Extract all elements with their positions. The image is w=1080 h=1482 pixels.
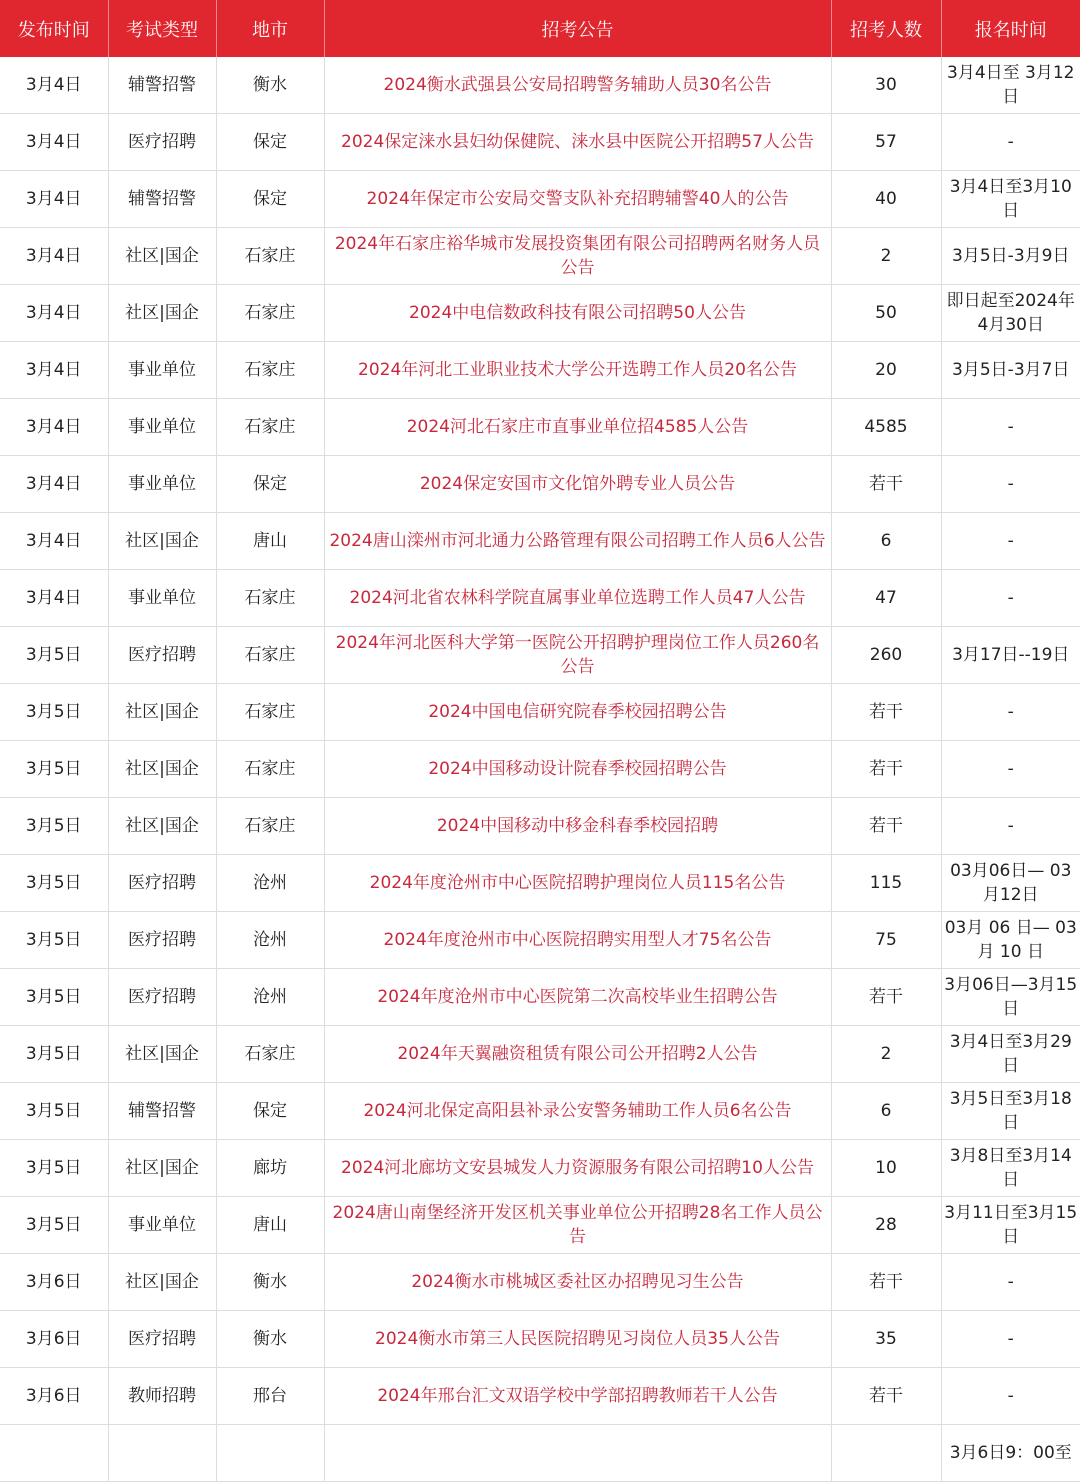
registration-time-cell: 即日起至2024年4月30日 — [941, 285, 1080, 342]
table-row — [0, 1026, 1080, 1083]
headcount-cell: 30 — [831, 57, 941, 114]
headcount-cell — [831, 1425, 941, 1482]
registration-time-cell: - — [941, 798, 1080, 855]
exam-type-cell: 教师招聘 — [108, 1368, 216, 1425]
city-cell: 石家庄 — [216, 342, 324, 399]
table-row — [0, 741, 1080, 798]
headcount-cell: 57 — [831, 114, 941, 171]
publish-date-cell: 3月4日 — [0, 228, 108, 285]
registration-time-cell: - — [941, 1368, 1080, 1425]
publish-date-cell: 3月6日 — [0, 1311, 108, 1368]
announcement-link[interactable]: 2024中国移动设计院春季校园招聘公告 — [324, 741, 831, 798]
exam-type-cell: 事业单位 — [108, 1197, 216, 1254]
city-cell: 石家庄 — [216, 1026, 324, 1083]
registration-time-cell: - — [941, 399, 1080, 456]
announcement-link[interactable]: 2024唐山滦州市河北通力公路管理有限公司招聘工作人员6人公告 — [324, 513, 831, 570]
headcount-cell: 47 — [831, 570, 941, 627]
headcount-cell: 6 — [831, 513, 941, 570]
header-announcement[interactable]: 招考公告 — [324, 0, 831, 57]
city-cell: 衡水 — [216, 1254, 324, 1311]
table-row — [0, 684, 1080, 741]
publish-date-cell: 3月5日 — [0, 684, 108, 741]
publish-date-cell: 3月4日 — [0, 114, 108, 171]
publish-date-cell: 3月4日 — [0, 57, 108, 114]
header-registration-time[interactable]: 报名时间 — [941, 0, 1080, 57]
city-cell: 衡水 — [216, 57, 324, 114]
publish-date-cell: 3月5日 — [0, 855, 108, 912]
publish-date-cell: 3月5日 — [0, 1026, 108, 1083]
table-row — [0, 1197, 1080, 1254]
announcement-link[interactable]: 2024年保定市公安局交警支队补充招聘辅警40人的公告 — [324, 171, 831, 228]
announcement-link[interactable]: 2024河北保定高阳县补录公安警务辅助工作人员6名公告 — [324, 1083, 831, 1140]
table-row — [0, 1311, 1080, 1368]
announcement-link[interactable]: 2024中电信数政科技有限公司招聘50人公告 — [324, 285, 831, 342]
headcount-cell: 若干 — [831, 684, 941, 741]
exam-type-cell: 社区|国企 — [108, 513, 216, 570]
headcount-cell: 10 — [831, 1140, 941, 1197]
registration-time-cell: 3月4日至 3月12日 — [941, 57, 1080, 114]
publish-date-cell: 3月5日 — [0, 798, 108, 855]
registration-time-cell: - — [941, 1254, 1080, 1311]
exam-type-cell: 辅警招警 — [108, 57, 216, 114]
city-cell: 唐山 — [216, 1197, 324, 1254]
publish-date-cell: 3月5日 — [0, 912, 108, 969]
exam-type-cell: 医疗招聘 — [108, 912, 216, 969]
announcement-link[interactable]: 2024衡水市第三人民医院招聘见习岗位人员35人公告 — [324, 1311, 831, 1368]
table-row — [0, 1140, 1080, 1197]
city-cell: 保定 — [216, 1083, 324, 1140]
registration-time-cell: - — [941, 1311, 1080, 1368]
headcount-cell: 若干 — [831, 969, 941, 1026]
registration-time-cell: 03月 06 日— 03月 10 日 — [941, 912, 1080, 969]
announcement-link[interactable]: 2024唐山南堡经济开发区机关事业单位公开招聘28名工作人员公告 — [324, 1197, 831, 1254]
publish-date-cell: 3月4日 — [0, 171, 108, 228]
table-row — [0, 399, 1080, 456]
city-cell: 石家庄 — [216, 285, 324, 342]
city-cell: 廊坊 — [216, 1140, 324, 1197]
exam-type-cell: 辅警招警 — [108, 1083, 216, 1140]
exam-type-cell: 医疗招聘 — [108, 855, 216, 912]
publish-date-cell: 3月4日 — [0, 570, 108, 627]
publish-date-cell: 3月4日 — [0, 513, 108, 570]
exam-type-cell: 事业单位 — [108, 342, 216, 399]
announcement-link[interactable]: 2024衡水武强县公安局招聘警务辅助人员30名公告 — [324, 57, 831, 114]
announcement-link[interactable]: 2024保定安国市文化馆外聘专业人员公告 — [324, 456, 831, 513]
table-body — [0, 57, 1080, 1482]
city-cell: 唐山 — [216, 513, 324, 570]
registration-time-cell: 3月11日至3月15日 — [941, 1197, 1080, 1254]
registration-time-cell: 3月5日至3月18日 — [941, 1083, 1080, 1140]
table-row — [0, 969, 1080, 1026]
exam-type-cell: 医疗招聘 — [108, 1311, 216, 1368]
registration-time-cell: 3月06日—3月15日 — [941, 969, 1080, 1026]
table-row — [0, 1425, 1080, 1482]
headcount-cell: 28 — [831, 1197, 941, 1254]
city-cell: 石家庄 — [216, 399, 324, 456]
city-cell — [216, 1425, 324, 1482]
registration-time-cell: - — [941, 456, 1080, 513]
announcement-link[interactable]: 2024年度沧州市中心医院招聘实用型人才75名公告 — [324, 912, 831, 969]
city-cell: 邢台 — [216, 1368, 324, 1425]
city-cell: 保定 — [216, 171, 324, 228]
table-row — [0, 171, 1080, 228]
announcement-link[interactable]: 2024河北省农林科学院直属事业单位选聘工作人员47人公告 — [324, 570, 831, 627]
table-row — [0, 342, 1080, 399]
publish-date-cell: 3月6日 — [0, 1368, 108, 1425]
header-publish-date[interactable]: 发布时间 — [0, 0, 108, 57]
headcount-cell: 75 — [831, 912, 941, 969]
city-cell: 沧州 — [216, 855, 324, 912]
announcement-link[interactable]: 2024衡水市桃城区委社区办招聘见习生公告 — [324, 1254, 831, 1311]
city-cell: 石家庄 — [216, 741, 324, 798]
table-row — [0, 1083, 1080, 1140]
exam-type-cell: 社区|国企 — [108, 741, 216, 798]
publish-date-cell: 3月5日 — [0, 1197, 108, 1254]
announcement-link[interactable]: 2024中国移动中移金科春季校园招聘 — [324, 798, 831, 855]
city-cell: 沧州 — [216, 912, 324, 969]
registration-time-cell: - — [941, 570, 1080, 627]
announcement-link[interactable]: 2024河北廊坊文安县城发人力资源服务有限公司招聘10人公告 — [324, 1140, 831, 1197]
announcement-link[interactable] — [324, 1425, 831, 1482]
table-row — [0, 798, 1080, 855]
headcount-cell: 6 — [831, 1083, 941, 1140]
announcement-link[interactable]: 2024年度沧州市中心医院招聘护理岗位人员115名公告 — [324, 855, 831, 912]
exam-type-cell: 事业单位 — [108, 570, 216, 627]
publish-date-cell: 3月5日 — [0, 1140, 108, 1197]
headcount-cell: 40 — [831, 171, 941, 228]
table-row — [0, 456, 1080, 513]
exam-type-cell — [108, 1425, 216, 1482]
table-row — [0, 114, 1080, 171]
table-row — [0, 570, 1080, 627]
city-cell: 沧州 — [216, 969, 324, 1026]
headcount-cell: 若干 — [831, 741, 941, 798]
registration-time-cell: - — [941, 114, 1080, 171]
registration-time-cell: 3月5日-3月7日 — [941, 342, 1080, 399]
publish-date-cell: 3月6日 — [0, 1254, 108, 1311]
table-row — [0, 912, 1080, 969]
registration-time-cell: 3月4日至3月10日 — [941, 171, 1080, 228]
table-row — [0, 1368, 1080, 1425]
exam-type-cell: 社区|国企 — [108, 798, 216, 855]
publish-date-cell: 3月4日 — [0, 399, 108, 456]
headcount-cell: 4585 — [831, 399, 941, 456]
city-cell: 石家庄 — [216, 627, 324, 684]
exam-type-cell: 社区|国企 — [108, 1140, 216, 1197]
exam-type-cell: 医疗招聘 — [108, 627, 216, 684]
headcount-cell: 若干 — [831, 1254, 941, 1311]
city-cell: 保定 — [216, 456, 324, 513]
city-cell: 石家庄 — [216, 570, 324, 627]
headcount-cell: 2 — [831, 228, 941, 285]
registration-time-cell: - — [941, 513, 1080, 570]
headcount-cell: 50 — [831, 285, 941, 342]
registration-time-cell: 3月4日至3月29日 — [941, 1026, 1080, 1083]
table-row — [0, 855, 1080, 912]
publish-date-cell: 3月4日 — [0, 285, 108, 342]
city-cell: 石家庄 — [216, 684, 324, 741]
exam-type-cell: 事业单位 — [108, 456, 216, 513]
announcement-link[interactable]: 2024保定涞水县妇幼保健院、涞水县中医院公开招聘57人公告 — [324, 114, 831, 171]
headcount-cell: 若干 — [831, 1368, 941, 1425]
publish-date-cell: 3月5日 — [0, 627, 108, 684]
city-cell: 保定 — [216, 114, 324, 171]
city-cell: 石家庄 — [216, 798, 324, 855]
headcount-cell: 35 — [831, 1311, 941, 1368]
table-row — [0, 285, 1080, 342]
announcement-link[interactable]: 2024中国电信研究院春季校园招聘公告 — [324, 684, 831, 741]
header-headcount[interactable]: 招考人数 — [831, 0, 941, 57]
exam-type-cell: 社区|国企 — [108, 1254, 216, 1311]
registration-time-cell: 3月5日-3月9日 — [941, 228, 1080, 285]
city-cell: 衡水 — [216, 1311, 324, 1368]
table-row — [0, 1254, 1080, 1311]
publish-date-cell: 3月4日 — [0, 456, 108, 513]
announcement-link[interactable]: 2024河北石家庄市直事业单位招4585人公告 — [324, 399, 831, 456]
exam-type-cell: 辅警招警 — [108, 171, 216, 228]
headcount-cell: 20 — [831, 342, 941, 399]
headcount-cell: 115 — [831, 855, 941, 912]
exam-type-cell: 医疗招聘 — [108, 969, 216, 1026]
table-header — [0, 0, 1080, 57]
registration-time-cell: 3月6日9：00至 — [941, 1425, 1080, 1482]
headcount-cell: 若干 — [831, 456, 941, 513]
announcement-link[interactable]: 2024年邢台汇文双语学校中学部招聘教师若干人公告 — [324, 1368, 831, 1425]
announcement-link[interactable]: 2024年河北医科大学第一医院公开招聘护理岗位工作人员260名公告 — [324, 627, 831, 684]
publish-date-cell — [0, 1425, 108, 1482]
table-row — [0, 57, 1080, 114]
headcount-cell: 若干 — [831, 798, 941, 855]
announcement-link[interactable]: 2024年度沧州市中心医院第二次高校毕业生招聘公告 — [324, 969, 831, 1026]
table-row — [0, 627, 1080, 684]
exam-type-cell: 社区|国企 — [108, 1026, 216, 1083]
publish-date-cell: 3月5日 — [0, 1083, 108, 1140]
registration-time-cell: 3月17日--19日 — [941, 627, 1080, 684]
exam-type-cell: 社区|国企 — [108, 228, 216, 285]
publish-date-cell: 3月5日 — [0, 741, 108, 798]
exam-type-cell: 事业单位 — [108, 399, 216, 456]
city-cell: 石家庄 — [216, 228, 324, 285]
exam-type-cell: 社区|国企 — [108, 285, 216, 342]
table-row — [0, 513, 1080, 570]
registration-time-cell: - — [941, 684, 1080, 741]
header-city[interactable]: 地市 — [216, 0, 324, 57]
exam-type-cell: 社区|国企 — [108, 684, 216, 741]
publish-date-cell: 3月4日 — [0, 342, 108, 399]
publish-date-cell: 3月5日 — [0, 969, 108, 1026]
announcement-link[interactable]: 2024年河北工业职业技术大学公开选聘工作人员20名公告 — [324, 342, 831, 399]
table-row — [0, 228, 1080, 285]
announcement-link[interactable]: 2024年石家庄裕华城市发展投资集团有限公司招聘两名财务人员公告 — [324, 228, 831, 285]
exam-type-cell: 医疗招聘 — [108, 114, 216, 171]
registration-time-cell: 03月06日— 03月12日 — [941, 855, 1080, 912]
headcount-cell: 260 — [831, 627, 941, 684]
headcount-cell: 2 — [831, 1026, 941, 1083]
header-exam-type[interactable]: 考试类型 — [108, 0, 216, 57]
announcement-link[interactable]: 2024年天翼融资租赁有限公司公开招聘2人公告 — [324, 1026, 831, 1083]
registration-time-cell: - — [941, 741, 1080, 798]
registration-time-cell: 3月8日至3月14日 — [941, 1140, 1080, 1197]
